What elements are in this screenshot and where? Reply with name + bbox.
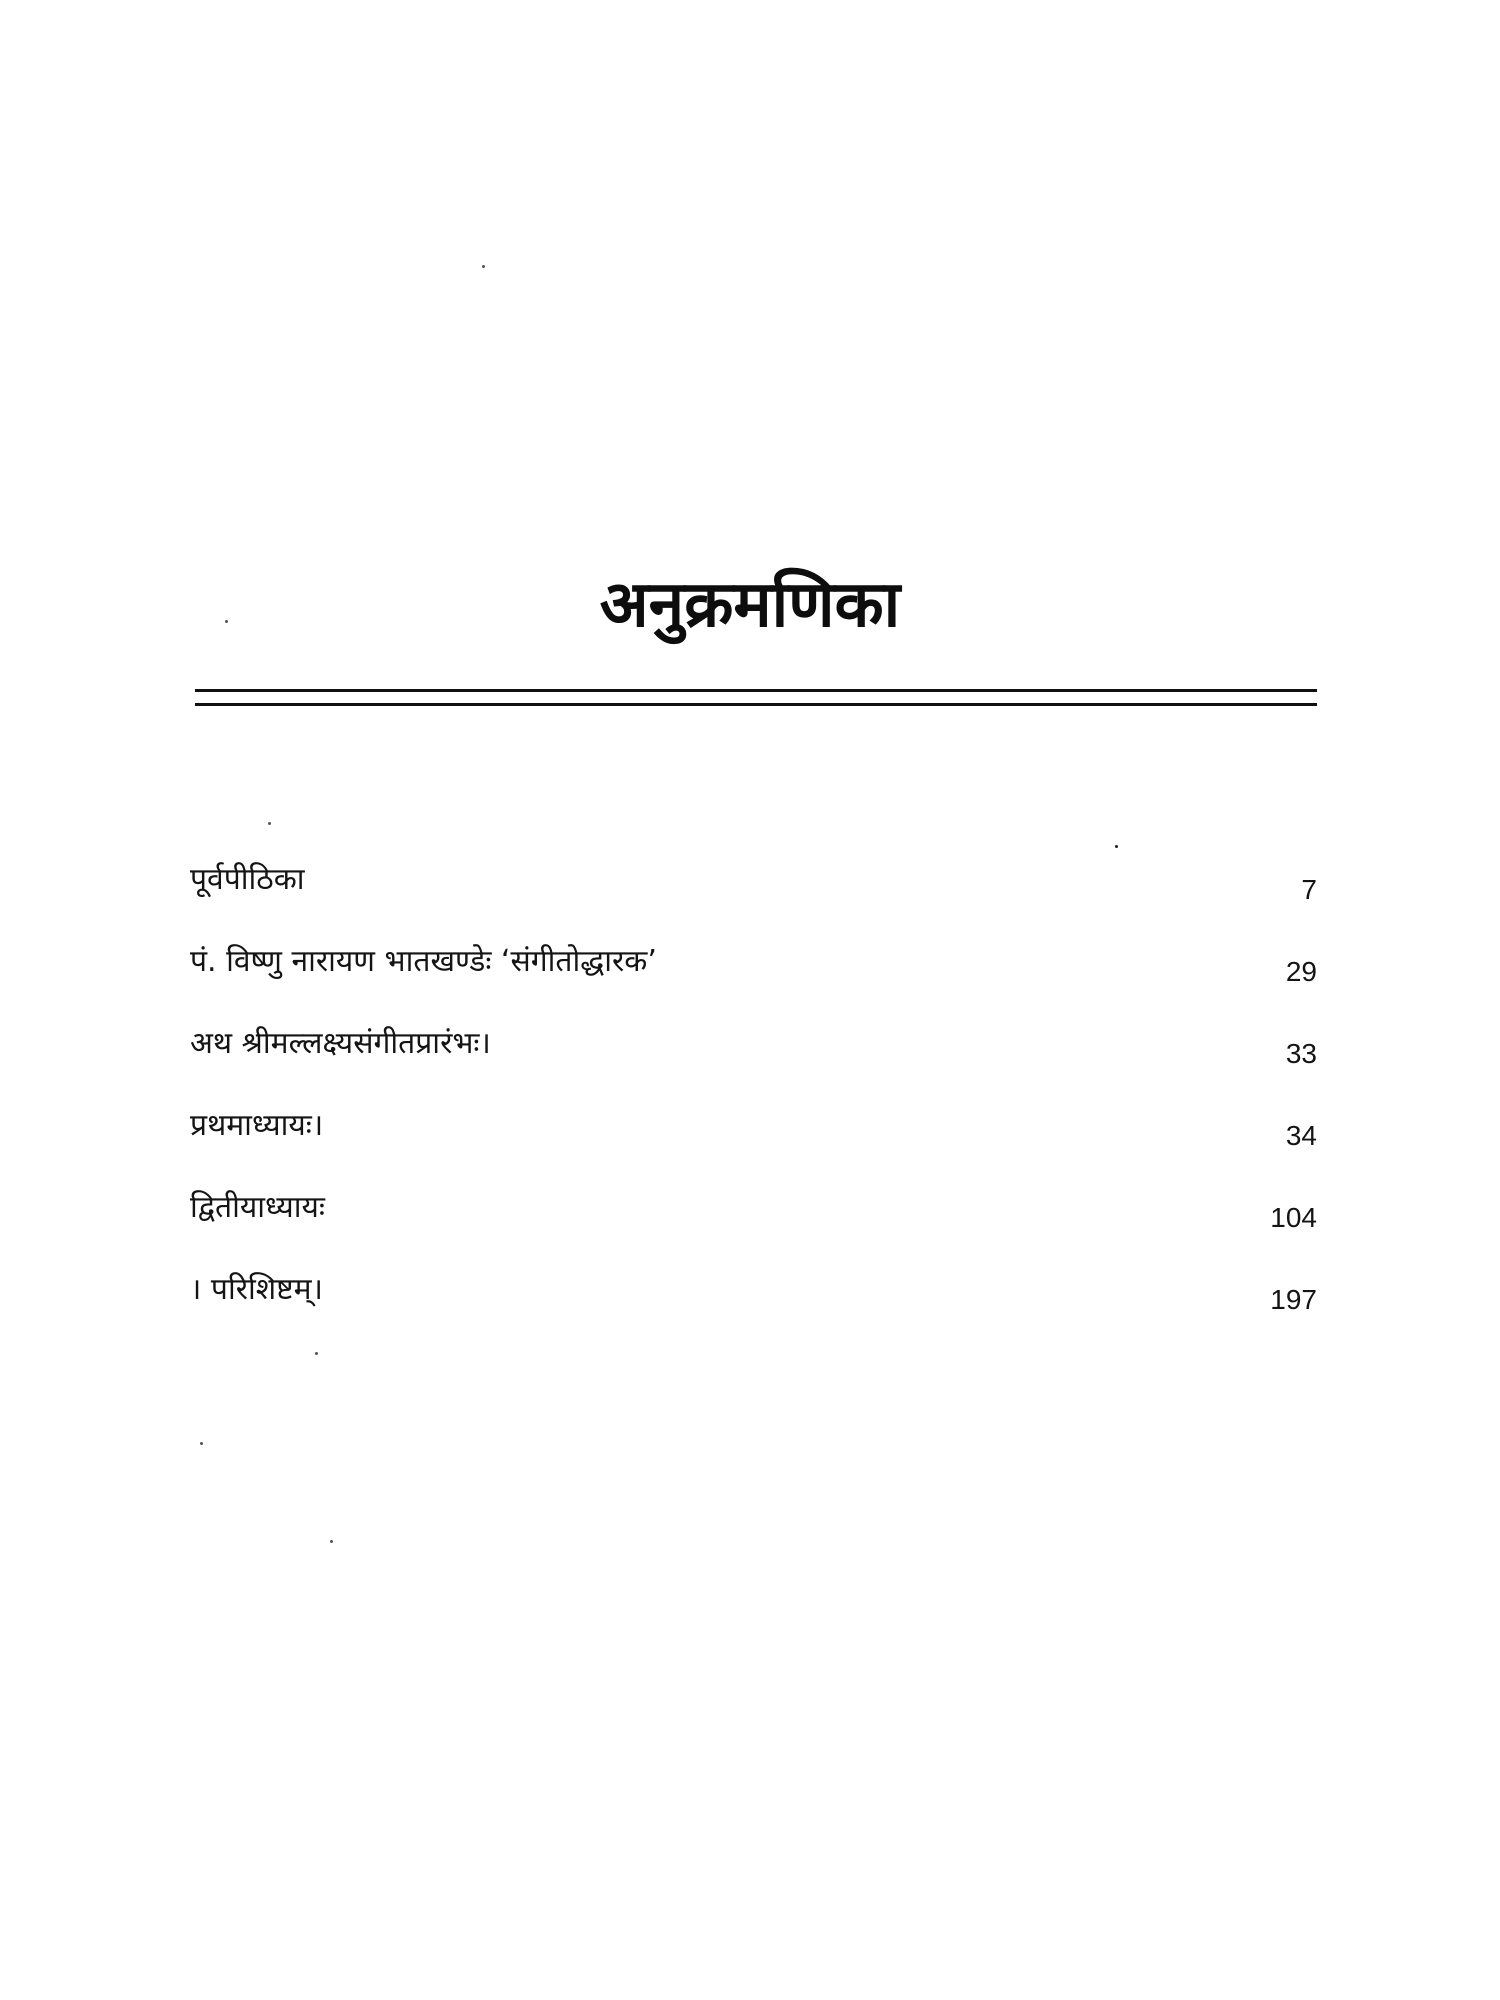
toc-entry-page-number: 197 [1270,1284,1317,1315]
toc-entry-page-number: 29 [1285,956,1317,987]
scan-speck [315,1352,318,1355]
toc-entry-title: अथ श्रीमल्लक्ष्यसंगीतप्रारंभः। [190,1026,491,1061]
scan-speck [225,620,228,623]
toc-entry[interactable] [190,858,1317,940]
toc-entry[interactable] [190,1186,1317,1268]
toc-entry-title: द्वितीयाध्यायः [190,1190,325,1225]
toc-entry-page-number: 34 [1285,1120,1317,1151]
scan-speck [330,1540,333,1543]
toc-entry-page-number: 7 [1301,874,1317,905]
toc-entry-title: पूर्वपीठिका [190,862,305,897]
scan-speck [200,1442,203,1445]
scan-speck [268,822,271,825]
table-of-contents [190,858,1317,1350]
title-rule-bottom [195,703,1317,706]
toc-entry-page-number: 104 [1270,1202,1317,1233]
toc-entry[interactable] [190,1104,1317,1186]
toc-entry-title: प्रथमाध्यायः। [190,1108,324,1143]
toc-entry[interactable] [190,1268,1317,1350]
toc-entry[interactable] [190,1022,1317,1104]
toc-entry[interactable] [190,940,1317,1022]
scan-speck [1115,845,1118,848]
toc-entry-page-number: 33 [1285,1038,1317,1069]
title-rule-top [195,689,1317,692]
toc-entry-title: । परिशिष्टम्। [190,1272,323,1307]
toc-entry-title: पं. विष्णु नारायण भातखण्डेः ‘संगीतोद्धारक’ [190,944,657,979]
page-title: अनुक्रमणिका [599,568,901,642]
scan-speck [482,265,485,268]
